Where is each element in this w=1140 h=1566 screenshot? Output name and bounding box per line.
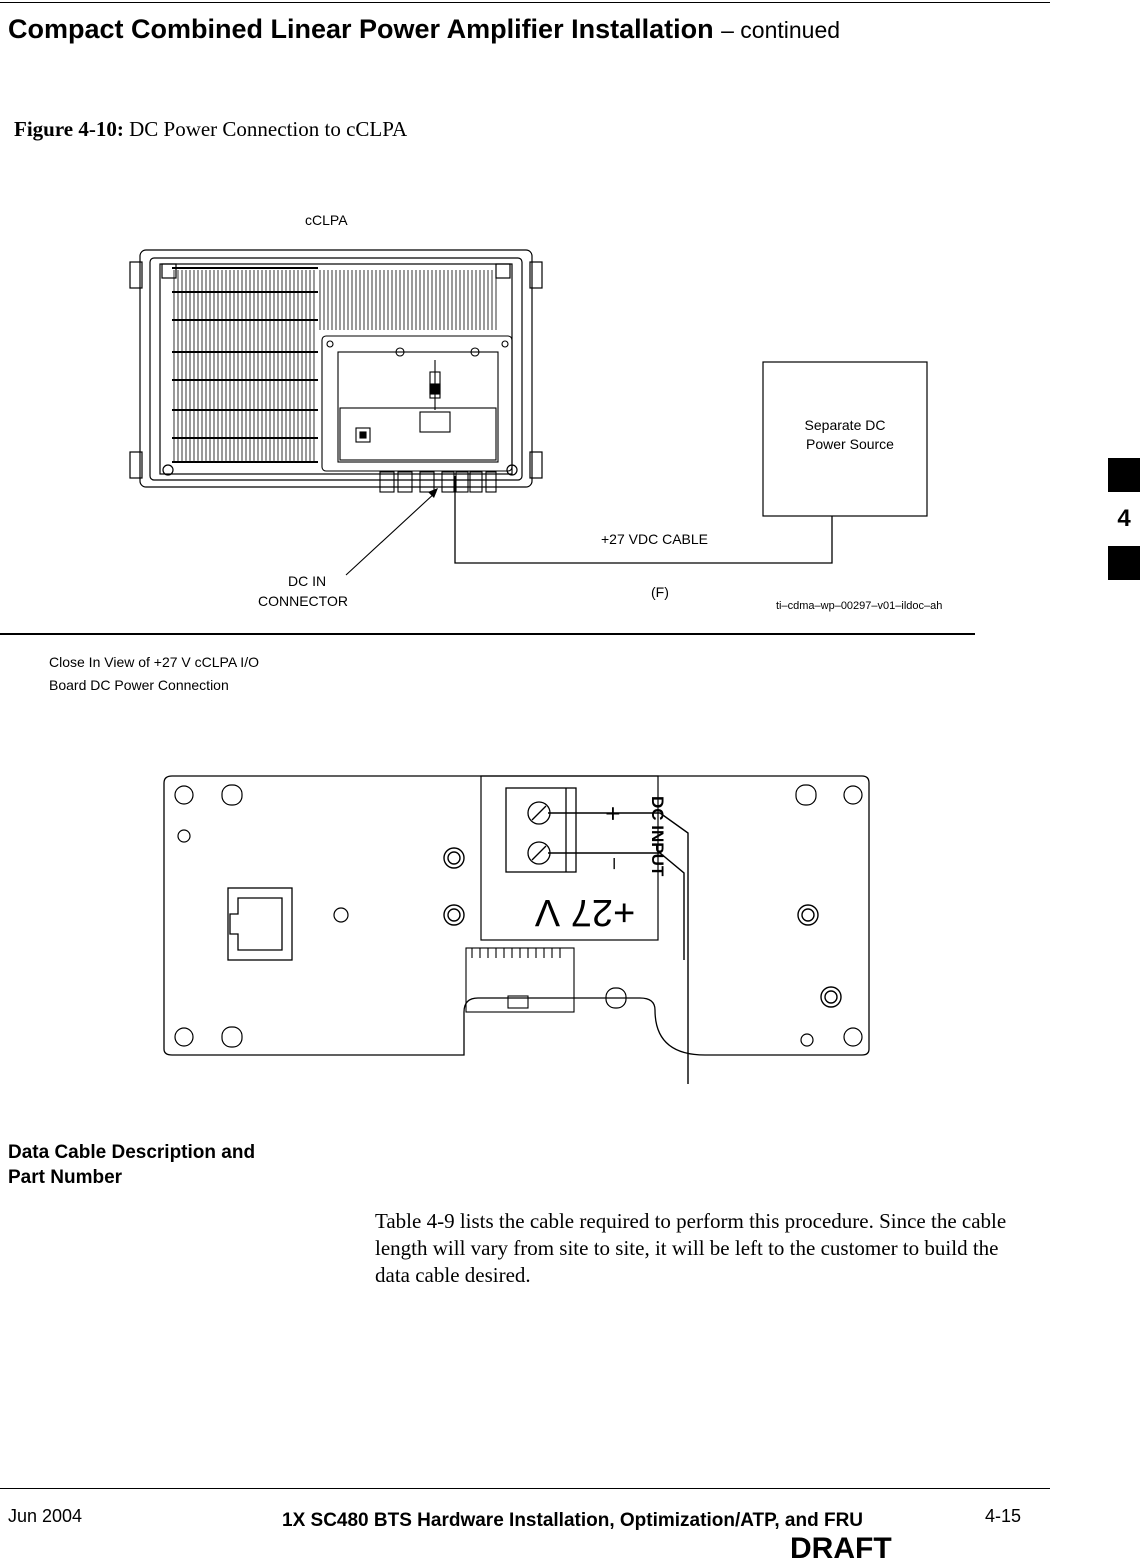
dc-input-label: DC INPUT bbox=[648, 796, 667, 877]
terminal-block bbox=[506, 788, 576, 872]
figure-caption-text: DC Power Connection to cCLPA bbox=[129, 117, 408, 141]
header-continued: – continued bbox=[721, 17, 841, 43]
dc-in-label-line2: CONNECTOR bbox=[258, 593, 348, 609]
dc-source-label-line2: Power Source bbox=[806, 436, 894, 452]
board-voltage-label: +27 V bbox=[534, 891, 636, 933]
cable-label: +27 VDC CABLE bbox=[601, 531, 708, 547]
dc-in-leader-line bbox=[346, 492, 436, 575]
closeup-label-line2: Board DC Power Connection bbox=[49, 677, 229, 693]
section-heading bbox=[8, 1140, 255, 1190]
cclpa-label: cCLPA bbox=[305, 212, 348, 228]
dc-in-label-line1: DC IN bbox=[288, 573, 327, 589]
board-standoffs bbox=[444, 848, 841, 1007]
section-heading-line2: Part Number bbox=[8, 1167, 123, 1188]
dc-in-arrowhead bbox=[428, 488, 438, 498]
dc-cable-line bbox=[455, 476, 832, 563]
f-tag-label: (F) bbox=[651, 584, 669, 600]
side-tab-bar-bottom bbox=[1108, 546, 1140, 580]
io-board-area bbox=[322, 336, 512, 471]
side-tab-number: 4 bbox=[1117, 505, 1131, 532]
file-id-label: ti–cdma–wp–00297–v01–ildoc–ah bbox=[776, 600, 943, 612]
figure-number: Figure 4-10: bbox=[14, 117, 124, 141]
footer-draft-mark: DRAFT bbox=[790, 1532, 892, 1565]
body-paragraph: Table 4-9 lists the cable required to perform this procedure. Since the cable length will vary from site to site, it will be left to the customer to build the data cable desired. bbox=[375, 1209, 1007, 1287]
io-board-outline bbox=[164, 776, 869, 1055]
closeup-label-line1: Close In View of +27 V cCLPA I/O bbox=[49, 654, 259, 670]
footer-rule bbox=[0, 1488, 1050, 1489]
footer-date: Jun 2004 bbox=[8, 1506, 83, 1526]
dc-source-label-line1: Separate DC bbox=[804, 417, 886, 433]
rj-jack bbox=[228, 888, 292, 960]
plus-label: + bbox=[598, 806, 628, 822]
header-title-text: Compact Combined Linear Power Amplifier Installation bbox=[8, 14, 714, 44]
section-heading-line1: Data Cable Description and bbox=[8, 1142, 256, 1163]
footer-doc-title: 1X SC480 BTS Hardware Installation, Optimization/ATP, and FRU bbox=[282, 1510, 864, 1531]
ribbon-header bbox=[466, 948, 574, 1012]
connector-row bbox=[380, 472, 496, 492]
footer-page-number: 4-15 bbox=[985, 1506, 1022, 1526]
heatsink-fins bbox=[172, 268, 496, 462]
side-tab-bar-top bbox=[1108, 458, 1140, 492]
minus-label: – bbox=[604, 858, 626, 870]
